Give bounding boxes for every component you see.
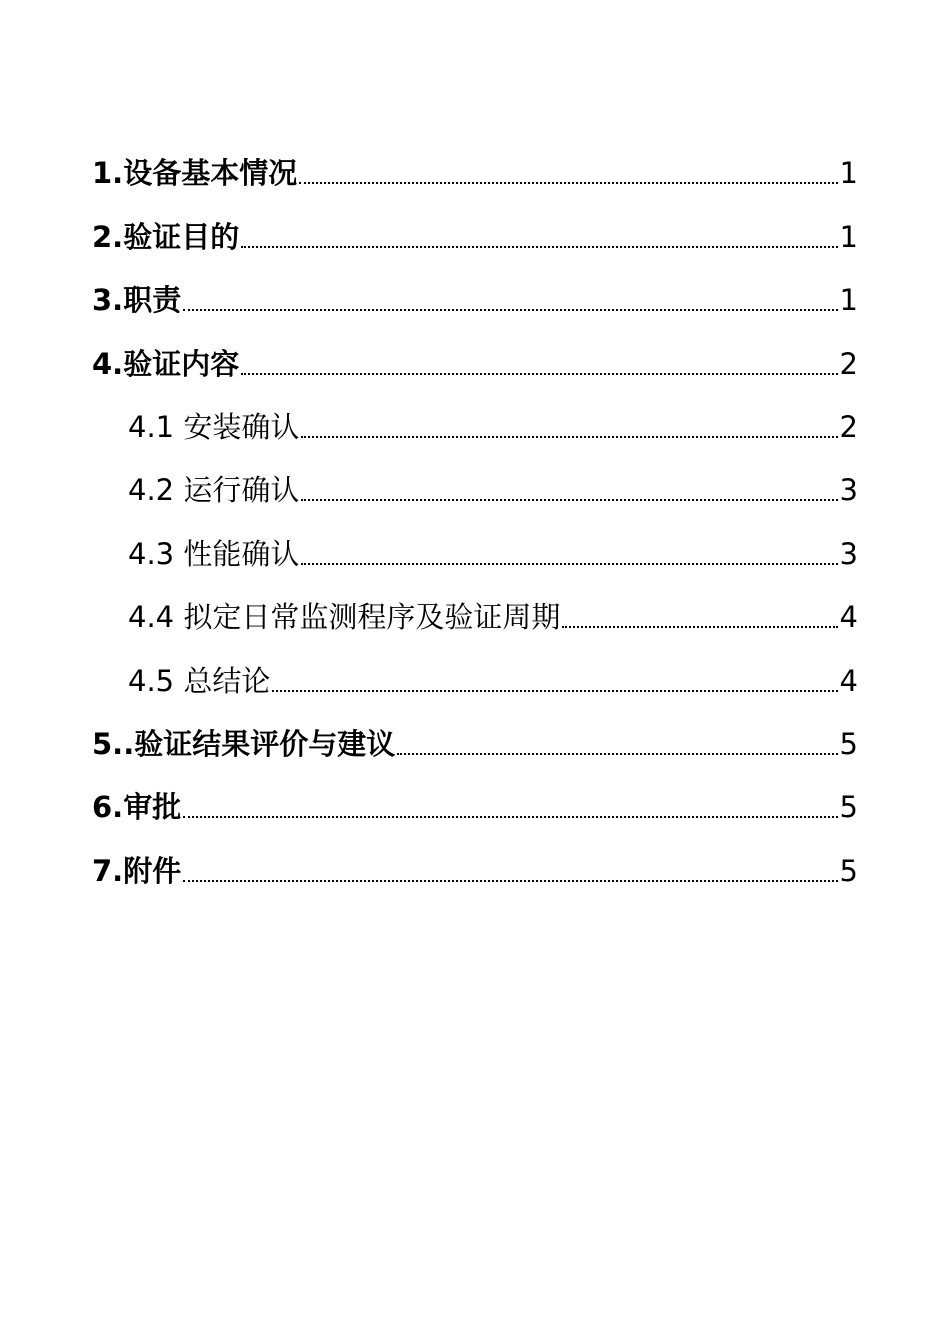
toc-entry-page: 2 [839, 409, 858, 444]
dot-leader [562, 624, 837, 628]
toc-entry-page: 3 [839, 536, 858, 571]
toc-entry-7[interactable] [92, 824, 858, 887]
toc-entry-5[interactable] [92, 698, 858, 761]
toc-entry-page: 2 [839, 346, 858, 381]
toc-entry-page: 4 [839, 663, 858, 698]
toc-entry-title: 1.设备基本情况 [92, 156, 298, 191]
dot-leader [299, 180, 837, 184]
toc-entry-2[interactable] [92, 190, 858, 253]
toc-entry-6[interactable] [92, 761, 858, 824]
dot-leader [183, 878, 837, 882]
dot-leader [241, 244, 837, 248]
dot-leader [183, 307, 837, 311]
toc-entry-4-3[interactable] [92, 507, 858, 570]
table-of-contents [92, 127, 858, 888]
toc-entry-page: 1 [839, 283, 858, 318]
toc-entry-page: 4 [839, 600, 858, 635]
toc-entry-4-4[interactable] [92, 571, 858, 634]
toc-entry-page: 1 [839, 219, 858, 254]
dot-leader [272, 688, 837, 692]
toc-entry-title: 4.1 安装确认 [128, 409, 300, 444]
toc-entry-page: 5 [839, 790, 858, 825]
dot-leader [301, 434, 837, 438]
dot-leader [241, 371, 837, 375]
toc-entry-1[interactable] [92, 127, 858, 190]
toc-entry-title: 4.验证内容 [92, 346, 240, 381]
dot-leader [183, 814, 837, 818]
toc-entry-title: 5..验证结果评价与建议 [92, 726, 396, 761]
toc-entry-page: 5 [839, 726, 858, 761]
toc-entry-4-1[interactable] [92, 381, 858, 444]
toc-entry-3[interactable] [92, 254, 858, 317]
toc-entry-page: 3 [839, 473, 858, 508]
dot-leader [301, 497, 837, 501]
dot-leader [301, 561, 837, 565]
toc-entry-4-2[interactable] [92, 444, 858, 507]
dot-leader [397, 751, 837, 755]
toc-entry-title: 3.职责 [92, 283, 182, 318]
toc-entry-title: 4.5 总结论 [128, 663, 271, 698]
toc-entry-title: 4.3 性能确认 [128, 536, 300, 571]
toc-entry-title: 4.4 拟定日常监测程序及验证周期 [128, 600, 561, 635]
toc-entry-page: 5 [839, 853, 858, 888]
toc-entry-title: 7.附件 [92, 853, 182, 888]
toc-entry-4-5[interactable] [92, 634, 858, 697]
toc-entry-title: 2.验证目的 [92, 219, 240, 254]
toc-entry-4[interactable] [92, 317, 858, 380]
toc-entry-title: 4.2 运行确认 [128, 473, 300, 508]
toc-entry-page: 1 [839, 156, 858, 191]
toc-entry-title: 6.审批 [92, 790, 182, 825]
